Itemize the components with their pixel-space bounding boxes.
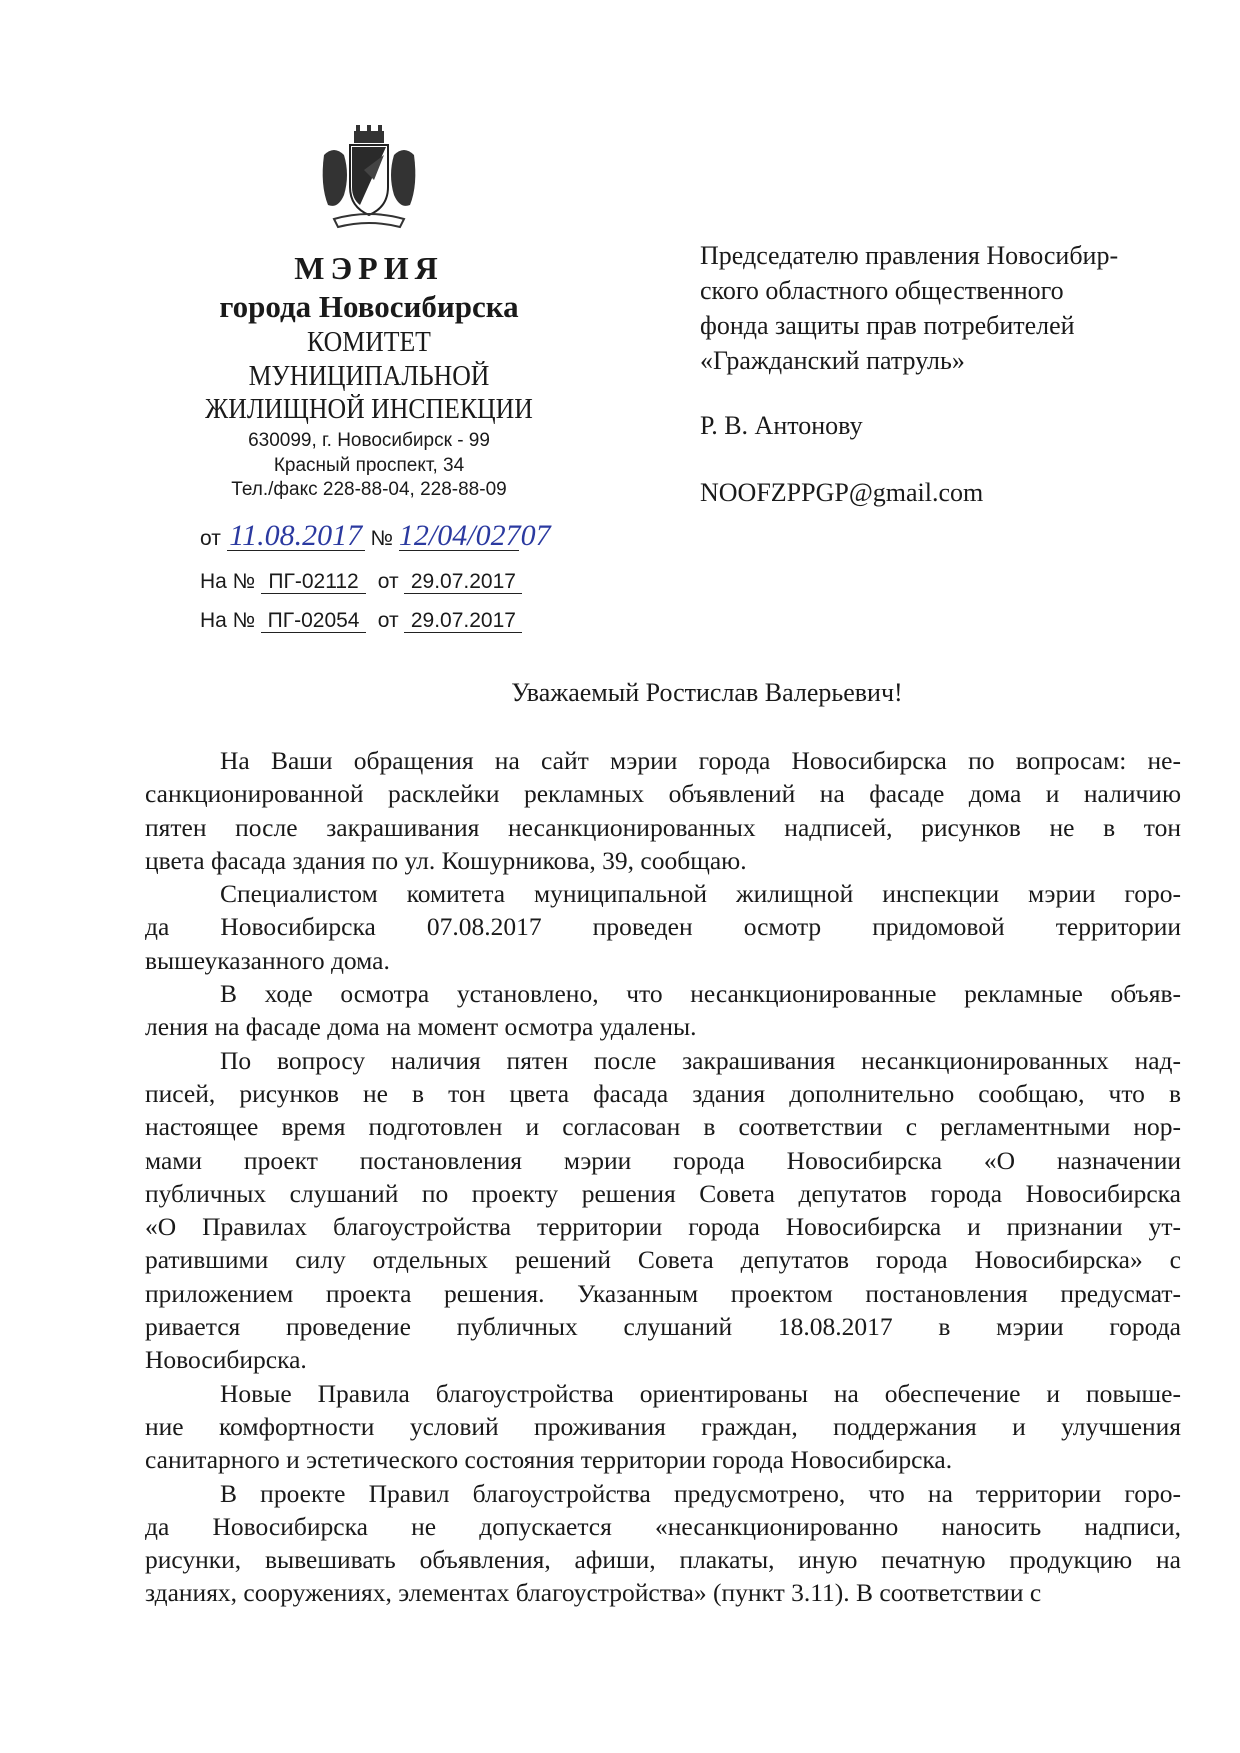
handwritten-date: 11.08.2017: [229, 519, 363, 552]
body-line: санкционированной расклейки рекламных объявлений на фасаде дома и наличию: [145, 779, 1181, 809]
ref-label: На №: [200, 570, 256, 593]
phone-fax: Тел./факс 228-88-04, 228-88-09: [231, 479, 507, 500]
body-line: ратившими силу отдельных решений Совета депутатов города Новосибирска» с: [145, 1245, 1181, 1275]
body-line: рисунки, вывешивать объявления, афиши, плакаты, иную печатную продукцию на: [145, 1545, 1181, 1575]
ref-from-label: от: [377, 570, 399, 593]
body-line: В ходе осмотра установлено, что несанкционированные рекламные объяв-: [220, 979, 1181, 1009]
body-line: ривается проведение публичных слушаний 18.08.2017 в мэрии города: [145, 1312, 1181, 1342]
ref-date: 29.07.2017: [404, 571, 522, 594]
body-line: вышеуказанного дома.: [145, 945, 390, 975]
dept-line-1: КОМИТЕТ: [307, 327, 431, 358]
body-line: ние комфортности условий проживания граждан, поддержания и улучшения: [145, 1411, 1181, 1441]
recipient-email: NOOFZPPGP@gmail.com: [700, 478, 984, 507]
body-line: Новосибирска.: [145, 1345, 307, 1375]
recipient-line: фонда защиты прав потребителей: [700, 311, 1075, 340]
ref-number: ПГ-02112: [261, 571, 366, 594]
date-field: [227, 519, 365, 552]
body-line: На Ваши обращения на сайт мэрии города Новосибирска по вопросам: не-: [220, 746, 1181, 775]
recipient-line: «Гражданский патруль»: [700, 346, 965, 375]
recipient-name: Р. В. Антонову: [700, 411, 863, 440]
reference-row: [200, 609, 522, 633]
number-field: [398, 519, 551, 552]
dept-line-2: МУНИЦИПАЛЬНОЙ: [248, 361, 490, 392]
ref-date: 29.07.2017: [404, 610, 522, 633]
ref-label: На №: [200, 609, 256, 632]
ref-from-label: от: [377, 609, 399, 632]
body-line: В проекте Правил благоустройства предусмотрено, что на территории горо-: [220, 1478, 1181, 1508]
body-line: да Новосибирска не допускается «несанкционированно наносить надписи,: [145, 1511, 1181, 1541]
body-line: Специалистом комитета муниципальной жилищной инспекции мэрии горо-: [220, 879, 1181, 909]
address-line-2: Красный проспект, 34: [273, 455, 465, 476]
recipient-line: ского областного общественного: [700, 276, 1064, 305]
number-label: №: [370, 527, 394, 550]
body-line: публичных слушаний по проекту решения Совета депутатов города Новосибирска: [145, 1178, 1181, 1208]
handwritten-number: 12/04/02707: [398, 519, 551, 552]
salutation: Уважаемый Ростислав Валерьевич!: [511, 678, 903, 707]
body-line: писей, рисунков не в тон цвета фасада здания дополнительно сообщаю, что в: [145, 1078, 1181, 1108]
body-line: «О Правилах благоустройства территории города Новосибирска и признании ут-: [145, 1212, 1181, 1242]
reference-row: [200, 570, 522, 594]
outgoing-registration: [200, 519, 551, 552]
letter-body: [145, 744, 1181, 1610]
body-line: приложением проекта решения. Указанным проектом постановления предусмат-: [145, 1278, 1181, 1308]
body-line: цвета фасада здания по ул. Кошурникова, 39, сообщаю.: [145, 845, 747, 875]
ref-number: ПГ-02054: [261, 610, 366, 633]
dept-line-3: ЖИЛИЩНОЙ ИНСПЕКЦИИ: [205, 394, 533, 425]
coat-of-arms-emblem: [314, 125, 424, 235]
body-line: санитарного и эстетического состояния территории города Новосибирска.: [145, 1445, 953, 1475]
body-line: Новые Правила благоустройства ориентированы на обеспечение и повыше-: [220, 1378, 1181, 1408]
address-line-1: 630099, г. Новосибирск - 99: [248, 430, 490, 451]
body-line: пятен после закрашивания несанкционированных надписей, рисунков не в тон: [145, 812, 1181, 842]
body-line: По вопросу наличия пятен после закрашивания несанкционированных над-: [220, 1045, 1181, 1075]
org-title: МЭРИЯ: [294, 250, 444, 286]
org-city: города Новосибирска: [219, 289, 519, 324]
body-line: настоящее время подготовлен и согласован в соответствии с регламентными нор-: [145, 1112, 1181, 1142]
body-line: зданиях, сооружениях, элементах благоустройства» (пункт 3.11). В соответствии с: [145, 1578, 1042, 1608]
recipient-line: Председателю правления Новосибир-: [700, 241, 1119, 270]
body-line: ления на фасаде дома на момент осмотра удалены.: [145, 1012, 697, 1042]
body-line: да Новосибирска 07.08.2017 проведен осмотр придомовой территории: [145, 912, 1181, 942]
from-label: от: [200, 527, 221, 550]
body-line: мами проект постановления мэрии города Новосибирска «О назначении: [145, 1145, 1181, 1175]
